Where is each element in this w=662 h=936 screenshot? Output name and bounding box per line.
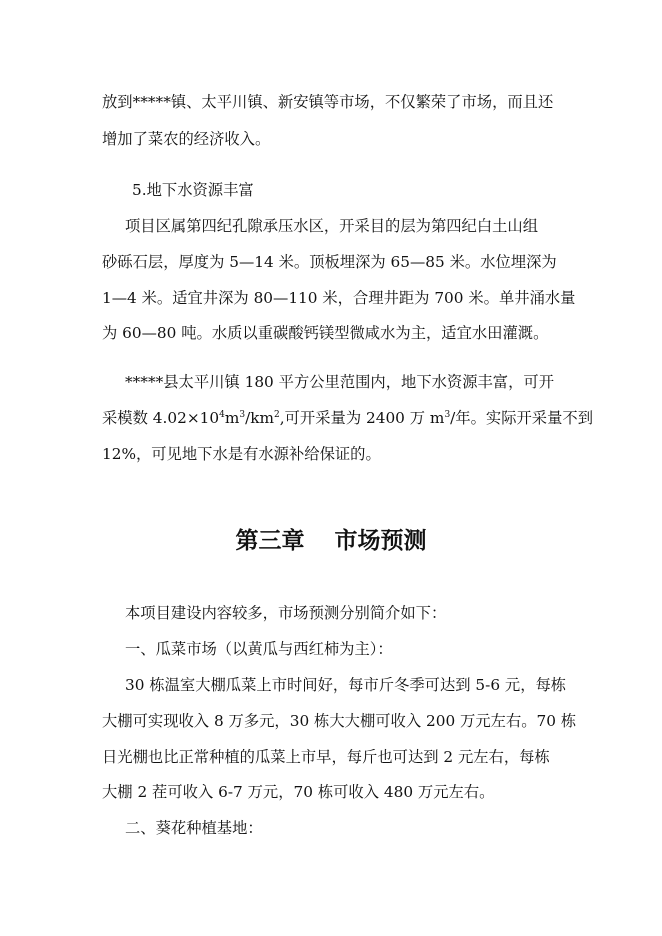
paragraph-line-formula bbox=[102, 408, 593, 428]
formula-text: /年。实际开采量不到 bbox=[450, 409, 593, 427]
superscript: 3 bbox=[444, 410, 451, 420]
section-heading: 5.地下水资源丰富 bbox=[132, 181, 254, 199]
formula-text: m bbox=[224, 409, 240, 427]
superscript: 2 bbox=[274, 410, 280, 420]
paragraph-line: *****县太平川镇 180 平方公里范围内，地下水资源丰富，可开 bbox=[125, 373, 554, 391]
paragraph-line: 30 栋温室大棚瓜菜上市时间好，每市斤冬季可达到 5-6 元，每栋 bbox=[125, 676, 567, 694]
paragraph-line: 为 60—80 吨。水质以重碳酸钙镁型微咸水为主，适宜水田灌溉。 bbox=[102, 324, 549, 342]
paragraph-line: 大棚 2 茬可收入 6-7 万元，70 栋可收入 480 万元左右。 bbox=[102, 783, 495, 801]
superscript: 4 bbox=[219, 410, 225, 420]
paragraph-line: 项目区属第四纪孔隙承压水区，开采目的层为第四纪白土山组 bbox=[125, 217, 539, 235]
chapter-name: 市场预测 bbox=[334, 527, 427, 554]
chapter-title bbox=[0, 526, 662, 556]
paragraph-line: 砂砾石层，厚度为 5—14 米。顶板埋深为 65—85 米。水位埋深为 bbox=[102, 253, 557, 271]
formula-text: ,可开采量为 2400 万 m bbox=[279, 409, 445, 427]
paragraph-line: 1—4 米。适宜井深为 80—110 米，合理井距为 700 米。单井涌水量 bbox=[102, 289, 576, 307]
paragraph-line: 大棚可实现收入 8 万多元，30 栋大大棚可收入 200 万元左右。70 栋 bbox=[102, 712, 577, 730]
paragraph-line: 放到*****镇、太平川镇、新安镇等市场，不仅繁荣了市场，而且还 bbox=[102, 93, 554, 111]
formula-text: 采模数 4.02×10 bbox=[102, 409, 220, 427]
intro-text: 本项目建设内容较多，市场预测分别简介如下： bbox=[125, 604, 447, 622]
paragraph-line: 12%，可见地下水是有水源补给保证的。 bbox=[102, 445, 381, 463]
chapter-number: 第三章 bbox=[235, 527, 305, 554]
paragraph-line: 增加了菜农的经济收入。 bbox=[102, 130, 271, 148]
superscript: 3 bbox=[239, 410, 246, 420]
paragraph-line: 日光棚也比正常种植的瓜菜上市早，每斤也可达到 2 元左右，每栋 bbox=[102, 748, 550, 766]
item-heading: 二、葵花种植基地： bbox=[125, 819, 263, 837]
item-heading: 一、瓜菜市场（以黄瓜与西红柿为主）： bbox=[125, 640, 393, 658]
formula-text: /km bbox=[245, 409, 275, 427]
